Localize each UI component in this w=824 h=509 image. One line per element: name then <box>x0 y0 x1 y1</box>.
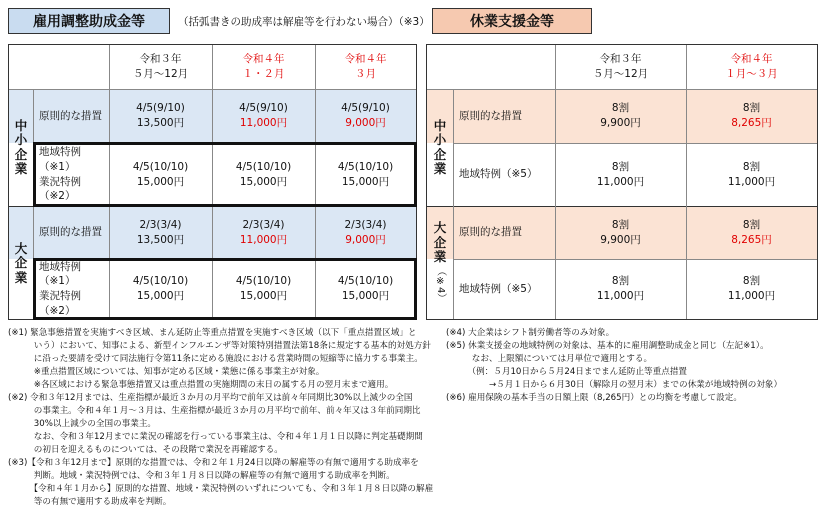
right-cell-sme-special-2: 8割 11,000円 <box>727 160 776 188</box>
cell-sme-standard-3: 4/5(9/10) 9,000円 <box>341 102 390 129</box>
cell-large-standard-2: 2/3(3/4) 11,000円 <box>239 218 288 246</box>
row-label-large-special: 地域特例（※1） 業況特例（※2） <box>39 260 81 317</box>
right-cell-sme-standard-1: 8割 9,900円 <box>600 102 641 129</box>
cell-sme-standard-2: 4/5(9/10) 11,000円 <box>239 102 288 129</box>
right-group-label-large: 大 企 業 （※4） <box>433 220 447 304</box>
right-header-col-1: 令和３年 ５月〜12月 <box>592 53 649 80</box>
right-cell-sme-standard-2: 8割 8,265円 <box>731 102 772 129</box>
right-row-label-sme-standard: 原則的な措置 <box>459 109 522 122</box>
group-label-sme: 中 小 企 業 <box>14 117 28 176</box>
right-cell-sme-special-1: 8割 11,000円 <box>596 160 645 188</box>
cell-large-standard-3: 2/3(3/4) 9,000円 <box>344 218 387 246</box>
cell-large-special-2: 4/5(10/10) 15,000円 <box>235 275 292 302</box>
footnotes-right: (※4) 大企業はシフト制労働者等のみ対象。 (※5) 休業支援金の地域特例の対象は、基本的に雇用調整助成金と同じ（左記※1）。 なお、上限額については月単位で適用とする。 （例：５月10日から５月24日までまん延防止等重点措置 →５月１日から６月30日（解除月の翌月末）までの休業が地域特例の対象） (※6) 雇用保険の基本手当の日額上限（8,265円）との均衡を考慮して設定。 <box>446 328 783 403</box>
right-cell-large-special-1: 8割 11,000円 <box>596 275 645 302</box>
cell-sme-special-1: 4/5(10/10) 15,000円 <box>132 160 189 188</box>
cell-large-standard-1: 2/3(3/4) 13,500円 <box>136 218 185 246</box>
employment-adjustment-subsidy-title: 雇用調整助成金等 <box>8 8 170 34</box>
right-row-label-large-standard: 原則的な措置 <box>459 226 522 239</box>
row-label-large-standard: 原則的な措置 <box>39 226 102 239</box>
right-cell-large-special-2: 8割 11,000円 <box>727 275 776 302</box>
right-cell-large-standard-2: 8割 8,265円 <box>731 218 772 246</box>
group-label-large: 大 企 業 <box>14 240 28 285</box>
header-col-3: 令和４年 ３月 <box>344 53 387 80</box>
right-header-col-2: 令和４年 １月〜３月 <box>725 53 778 80</box>
right-cell-large-standard-1: 8割 9,900円 <box>600 218 641 246</box>
cell-sme-standard-1: 4/5(9/10) 13,500円 <box>136 102 185 129</box>
leave-support-table <box>426 44 818 320</box>
row-label-sme-standard: 原則的な措置 <box>39 109 102 122</box>
header-col-1: 令和３年 ５月〜12月 <box>132 53 189 80</box>
cell-sme-special-2: 4/5(10/10) 15,000円 <box>235 160 292 188</box>
subsidy-table <box>8 44 417 320</box>
right-row-label-sme-special: 地域特例（※5） <box>459 168 538 181</box>
row-label-sme-special: 地域特例（※1） 業況特例（※2） <box>39 146 81 203</box>
header-col-2: 令和４年 １・２月 <box>242 53 285 80</box>
cell-large-special-1: 4/5(10/10) 15,000円 <box>132 275 189 302</box>
leave-support-title: 休業支援金等 <box>432 8 592 34</box>
special-rows-highlight-sme <box>33 142 417 207</box>
footnotes-left: (※1) 緊急事態措置を実施すべき区域、まん延防止等重点措置を実施すべき区域（以下「重点措置区域」と いう）において、知事による、新型インフルエンザ等対策特別措置法第18条に規定する基本的対処方針 に沿った要請を受けて同法施行令第11条に定める施設における営業時間の短縮等に協力する事業主。 ※重点措置区域については、知事が定める区域・業態に係る事業主が対象。 ※各区域における緊急事態措置又は重点措置の実施期間の末日の属する月の翌月末まで適用。 (※2) 令和３年12月までは、生産指標が最近３か月の月平均で前年又は前々年同期比30%以上減少の全国 の事業主。令和４年１月〜３月は、生産指標が最近３か月の月平均で前年、前々年又は３年前同期比 30%以上減少の全国の事業主。 なお、令和３年12月までに業況の確認を行っている事業主は、令和４年１月１日以降に判定基礎期間 の初日を迎えるものについては、その段階で業況を再確認する。 (※3)【令和３年12月まで】原則的な措置では、令和２年１月24日以降の解雇等の有無で適用する助成率を 判断。地域・業況特例では、令和３年１月８日以降の解雇等の有無で適用する助成率を判断。 【令和４年１月から】原則的な措置、地域・業況特例のいずれについても、令和３年１月８日以降の解雇 等の有無で適用する助成率を判断。 <box>8 328 434 507</box>
right-group-label-sme: 中 小 企 業 <box>433 117 447 176</box>
right-row-label-large-special: 地域特例（※5） <box>459 282 538 295</box>
cell-sme-special-3: 4/5(10/10) 15,000円 <box>337 160 394 188</box>
subsidy-rate-note: （括弧書きの助成率は解雇等を行わない場合）（※3） <box>178 16 430 28</box>
special-rows-highlight-large <box>33 258 417 320</box>
cell-large-special-3: 4/5(10/10) 15,000円 <box>337 275 394 302</box>
